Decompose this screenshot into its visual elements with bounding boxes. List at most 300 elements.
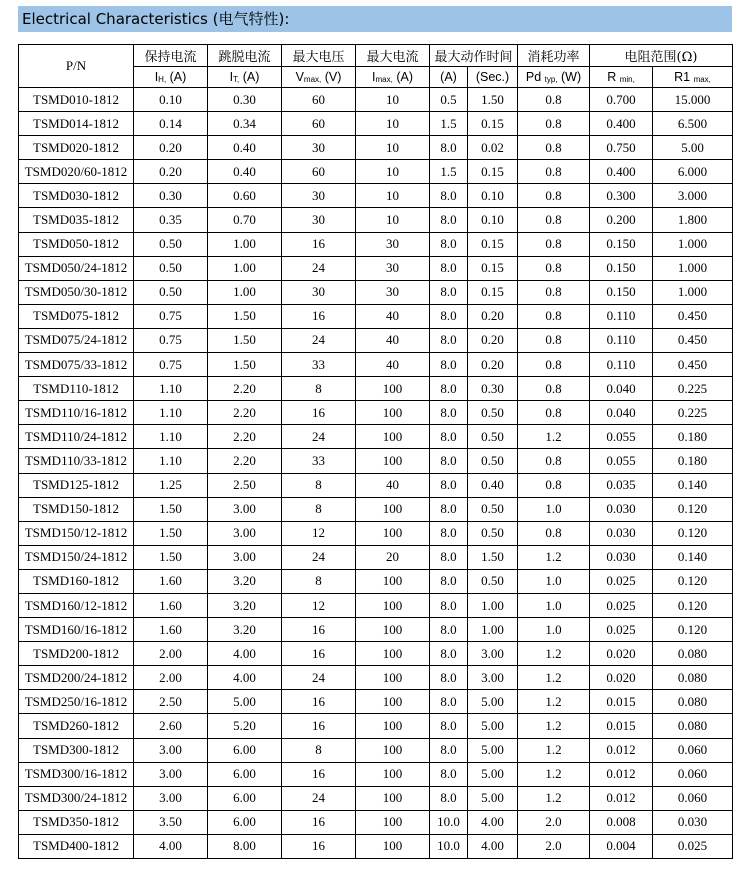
unit-pd: Pd typ, (W) — [518, 67, 590, 88]
cell-trip-current: 4.00 — [208, 642, 282, 666]
cell-trip-time-seconds: 0.50 — [468, 521, 518, 545]
cell-resistance-min: 0.110 — [590, 328, 653, 352]
cell-resistance-min: 0.055 — [590, 425, 653, 449]
table-row — [19, 88, 733, 112]
cell-max-voltage: 24 — [282, 328, 356, 352]
table-row — [19, 112, 733, 136]
cell-trip-time-seconds: 0.20 — [468, 353, 518, 377]
cell-resistance-r1-max: 0.225 — [653, 401, 733, 425]
cell-part-number: TSMD020/60-1812 — [19, 160, 134, 184]
cell-resistance-r1-max: 0.120 — [653, 521, 733, 545]
table-row — [19, 280, 733, 304]
cell-hold-current: 1.10 — [134, 401, 208, 425]
cell-max-current: 100 — [356, 425, 430, 449]
cell-trip-time-current: 10.0 — [430, 810, 468, 834]
cell-trip-current: 0.34 — [208, 112, 282, 136]
table-row — [19, 425, 733, 449]
cell-trip-current: 3.20 — [208, 593, 282, 617]
cell-trip-time-seconds: 0.15 — [468, 232, 518, 256]
cell-max-current: 100 — [356, 642, 430, 666]
cell-max-current: 20 — [356, 545, 430, 569]
cell-trip-current: 3.20 — [208, 569, 282, 593]
cell-max-voltage: 16 — [282, 642, 356, 666]
cell-trip-time-seconds: 0.10 — [468, 184, 518, 208]
cell-part-number: TSMD110/16-1812 — [19, 401, 134, 425]
cell-trip-time-current: 1.5 — [430, 160, 468, 184]
cell-trip-time-seconds: 0.50 — [468, 497, 518, 521]
cell-trip-time-seconds: 5.00 — [468, 786, 518, 810]
cell-resistance-min: 0.025 — [590, 569, 653, 593]
cell-trip-time-current: 8.0 — [430, 256, 468, 280]
cell-trip-time-current: 8.0 — [430, 666, 468, 690]
cell-hold-current: 0.50 — [134, 232, 208, 256]
cell-trip-time-current: 8.0 — [430, 497, 468, 521]
cell-part-number: TSMD075-1812 — [19, 304, 134, 328]
cell-trip-time-current: 8.0 — [430, 593, 468, 617]
cell-resistance-min: 0.700 — [590, 88, 653, 112]
cell-max-current: 100 — [356, 449, 430, 473]
cell-trip-time-seconds: 0.50 — [468, 449, 518, 473]
cell-part-number: TSMD125-1812 — [19, 473, 134, 497]
table-row — [19, 666, 733, 690]
cell-part-number: TSMD200-1812 — [19, 642, 134, 666]
cell-power-dissipation: 1.2 — [518, 425, 590, 449]
cell-power-dissipation: 0.8 — [518, 449, 590, 473]
cell-power-dissipation: 0.8 — [518, 256, 590, 280]
cell-max-voltage: 60 — [282, 160, 356, 184]
cell-resistance-min: 0.030 — [590, 521, 653, 545]
cell-hold-current: 0.20 — [134, 160, 208, 184]
cell-resistance-r1-max: 0.180 — [653, 449, 733, 473]
cell-trip-time-seconds: 5.00 — [468, 690, 518, 714]
cell-trip-time-seconds: 0.20 — [468, 328, 518, 352]
cell-power-dissipation: 0.8 — [518, 304, 590, 328]
cell-part-number: TSMD160/12-1812 — [19, 593, 134, 617]
cell-trip-time-current: 8.0 — [430, 473, 468, 497]
cell-trip-current: 1.50 — [208, 304, 282, 328]
cell-trip-time-seconds: 5.00 — [468, 714, 518, 738]
cell-max-voltage: 30 — [282, 136, 356, 160]
table-row — [19, 304, 733, 328]
cell-trip-time-current: 8.0 — [430, 762, 468, 786]
cell-trip-current: 3.00 — [208, 521, 282, 545]
cell-hold-current: 2.00 — [134, 666, 208, 690]
cell-max-voltage: 16 — [282, 810, 356, 834]
cell-trip-time-seconds: 1.00 — [468, 593, 518, 617]
cell-part-number: TSMD150/12-1812 — [19, 521, 134, 545]
cell-max-current: 100 — [356, 497, 430, 521]
cell-trip-time-seconds: 0.40 — [468, 473, 518, 497]
cell-hold-current: 0.30 — [134, 184, 208, 208]
cell-hold-current: 1.60 — [134, 618, 208, 642]
electrical-characteristics-table — [18, 44, 733, 859]
cell-part-number: TSMD010-1812 — [19, 88, 134, 112]
cell-resistance-min: 0.150 — [590, 232, 653, 256]
cell-resistance-min: 0.015 — [590, 690, 653, 714]
cell-power-dissipation: 1.2 — [518, 642, 590, 666]
cell-max-current: 10 — [356, 208, 430, 232]
cell-resistance-r1-max: 0.120 — [653, 593, 733, 617]
table-row — [19, 136, 733, 160]
cell-resistance-min: 0.300 — [590, 184, 653, 208]
cell-trip-current: 5.00 — [208, 690, 282, 714]
cell-part-number: TSMD200/24-1812 — [19, 666, 134, 690]
cell-trip-time-current: 8.0 — [430, 280, 468, 304]
cell-trip-time-seconds: 3.00 — [468, 642, 518, 666]
cell-power-dissipation: 1.0 — [518, 593, 590, 617]
cell-power-dissipation: 2.0 — [518, 810, 590, 834]
cell-power-dissipation: 0.8 — [518, 328, 590, 352]
cell-power-dissipation: 0.8 — [518, 521, 590, 545]
header-pn: P/N — [19, 45, 134, 88]
cell-resistance-r1-max: 0.450 — [653, 304, 733, 328]
cell-hold-current: 4.00 — [134, 834, 208, 858]
cell-max-voltage: 8 — [282, 473, 356, 497]
table-row — [19, 593, 733, 617]
cell-power-dissipation: 0.8 — [518, 136, 590, 160]
header-resistance-range: 电阻范围(Ω) — [590, 45, 733, 67]
cell-max-voltage: 60 — [282, 88, 356, 112]
cell-trip-current: 8.00 — [208, 834, 282, 858]
cell-resistance-min: 0.015 — [590, 714, 653, 738]
cell-max-current: 100 — [356, 521, 430, 545]
cell-hold-current: 3.50 — [134, 810, 208, 834]
cell-max-current: 100 — [356, 810, 430, 834]
cell-resistance-min: 0.004 — [590, 834, 653, 858]
cell-trip-current: 2.20 — [208, 449, 282, 473]
cell-power-dissipation: 1.0 — [518, 618, 590, 642]
cell-resistance-min: 0.025 — [590, 618, 653, 642]
cell-trip-current: 6.00 — [208, 738, 282, 762]
table-row — [19, 232, 733, 256]
cell-resistance-r1-max: 0.450 — [653, 328, 733, 352]
cell-power-dissipation: 0.8 — [518, 208, 590, 232]
cell-max-current: 100 — [356, 377, 430, 401]
cell-trip-time-seconds: 4.00 — [468, 810, 518, 834]
cell-hold-current: 2.50 — [134, 690, 208, 714]
cell-max-voltage: 16 — [282, 690, 356, 714]
cell-max-voltage: 16 — [282, 232, 356, 256]
cell-resistance-r1-max: 1.000 — [653, 280, 733, 304]
header-max-trip-time: 最大动作时间 — [430, 45, 518, 67]
unit-time-seconds: (Sec.) — [468, 67, 518, 88]
cell-part-number: TSMD075/24-1812 — [19, 328, 134, 352]
cell-power-dissipation: 1.0 — [518, 569, 590, 593]
cell-trip-time-current: 8.0 — [430, 208, 468, 232]
cell-trip-current: 0.70 — [208, 208, 282, 232]
cell-max-voltage: 60 — [282, 112, 356, 136]
cell-max-current: 100 — [356, 690, 430, 714]
unit-imax: Imax, (A) — [356, 67, 430, 88]
cell-resistance-r1-max: 0.140 — [653, 545, 733, 569]
cell-part-number: TSMD160/16-1812 — [19, 618, 134, 642]
cell-max-voltage: 24 — [282, 256, 356, 280]
cell-part-number: TSMD014-1812 — [19, 112, 134, 136]
cell-resistance-r1-max: 0.060 — [653, 738, 733, 762]
cell-part-number: TSMD030-1812 — [19, 184, 134, 208]
cell-trip-current: 2.20 — [208, 425, 282, 449]
cell-part-number: TSMD020-1812 — [19, 136, 134, 160]
cell-trip-time-current: 8.0 — [430, 232, 468, 256]
cell-max-current: 100 — [356, 401, 430, 425]
cell-max-voltage: 8 — [282, 497, 356, 521]
cell-hold-current: 2.00 — [134, 642, 208, 666]
cell-max-current: 40 — [356, 353, 430, 377]
cell-trip-time-current: 8.0 — [430, 328, 468, 352]
unit-it: IT, (A) — [208, 67, 282, 88]
cell-trip-time-seconds: 0.10 — [468, 208, 518, 232]
cell-trip-time-seconds: 1.50 — [468, 545, 518, 569]
table-row — [19, 328, 733, 352]
header-max-voltage: 最大电压 — [282, 45, 356, 67]
cell-part-number: TSMD400-1812 — [19, 834, 134, 858]
cell-trip-time-current: 8.0 — [430, 786, 468, 810]
cell-resistance-min: 0.040 — [590, 401, 653, 425]
cell-resistance-r1-max: 0.120 — [653, 497, 733, 521]
cell-max-current: 40 — [356, 328, 430, 352]
cell-trip-time-seconds: 1.50 — [468, 88, 518, 112]
cell-resistance-min: 0.012 — [590, 786, 653, 810]
cell-trip-current: 2.50 — [208, 473, 282, 497]
cell-power-dissipation: 0.8 — [518, 112, 590, 136]
cell-trip-time-current: 8.0 — [430, 136, 468, 160]
cell-trip-time-current: 10.0 — [430, 834, 468, 858]
cell-resistance-min: 0.055 — [590, 449, 653, 473]
cell-max-current: 30 — [356, 280, 430, 304]
cell-resistance-r1-max: 0.120 — [653, 618, 733, 642]
cell-resistance-min: 0.200 — [590, 208, 653, 232]
cell-hold-current: 1.50 — [134, 521, 208, 545]
cell-resistance-r1-max: 15.000 — [653, 88, 733, 112]
cell-resistance-min: 0.012 — [590, 762, 653, 786]
table-row — [19, 786, 733, 810]
cell-max-current: 100 — [356, 786, 430, 810]
cell-power-dissipation: 0.8 — [518, 160, 590, 184]
cell-trip-time-seconds: 1.00 — [468, 618, 518, 642]
cell-resistance-min: 0.400 — [590, 112, 653, 136]
table-body — [19, 88, 733, 859]
table-row — [19, 642, 733, 666]
cell-trip-time-seconds: 0.50 — [468, 569, 518, 593]
cell-power-dissipation: 1.2 — [518, 786, 590, 810]
cell-max-current: 30 — [356, 256, 430, 280]
cell-trip-time-seconds: 3.00 — [468, 666, 518, 690]
cell-trip-current: 1.50 — [208, 353, 282, 377]
table-row — [19, 377, 733, 401]
cell-trip-current: 0.30 — [208, 88, 282, 112]
cell-power-dissipation: 0.8 — [518, 232, 590, 256]
cell-trip-time-current: 8.0 — [430, 690, 468, 714]
cell-max-voltage: 30 — [282, 184, 356, 208]
cell-trip-time-seconds: 0.50 — [468, 425, 518, 449]
cell-hold-current: 3.00 — [134, 786, 208, 810]
table-row — [19, 762, 733, 786]
cell-max-current: 40 — [356, 473, 430, 497]
cell-power-dissipation: 2.0 — [518, 834, 590, 858]
cell-resistance-r1-max: 0.120 — [653, 569, 733, 593]
cell-max-current: 100 — [356, 618, 430, 642]
table-row — [19, 353, 733, 377]
cell-max-current: 30 — [356, 232, 430, 256]
cell-power-dissipation: 0.8 — [518, 88, 590, 112]
table-row — [19, 618, 733, 642]
cell-trip-time-current: 8.0 — [430, 377, 468, 401]
cell-resistance-r1-max: 0.080 — [653, 642, 733, 666]
cell-power-dissipation: 1.2 — [518, 690, 590, 714]
cell-trip-time-seconds: 0.15 — [468, 256, 518, 280]
cell-part-number: TSMD050/30-1812 — [19, 280, 134, 304]
cell-max-voltage: 12 — [282, 521, 356, 545]
cell-hold-current: 0.75 — [134, 353, 208, 377]
cell-max-voltage: 16 — [282, 618, 356, 642]
cell-resistance-min: 0.008 — [590, 810, 653, 834]
cell-trip-time-seconds: 0.02 — [468, 136, 518, 160]
cell-trip-current: 0.60 — [208, 184, 282, 208]
section-title: Electrical Characteristics (电气特性): — [18, 6, 732, 32]
cell-part-number: TSMD160-1812 — [19, 569, 134, 593]
cell-resistance-r1-max: 1.800 — [653, 208, 733, 232]
unit-time-current: (A) — [430, 67, 468, 88]
cell-part-number: TSMD110/33-1812 — [19, 449, 134, 473]
cell-max-current: 100 — [356, 714, 430, 738]
cell-resistance-r1-max: 0.030 — [653, 810, 733, 834]
cell-trip-time-current: 8.0 — [430, 425, 468, 449]
header-hold-current: 保持电流 — [134, 45, 208, 67]
cell-power-dissipation: 1.2 — [518, 738, 590, 762]
table-row — [19, 738, 733, 762]
cell-power-dissipation: 1.2 — [518, 666, 590, 690]
cell-trip-time-current: 8.0 — [430, 184, 468, 208]
cell-trip-time-seconds: 0.20 — [468, 304, 518, 328]
cell-max-current: 10 — [356, 136, 430, 160]
cell-power-dissipation: 1.2 — [518, 762, 590, 786]
cell-resistance-min: 0.030 — [590, 545, 653, 569]
cell-max-current: 100 — [356, 666, 430, 690]
cell-max-voltage: 30 — [282, 208, 356, 232]
cell-trip-time-current: 8.0 — [430, 714, 468, 738]
cell-resistance-r1-max: 0.140 — [653, 473, 733, 497]
cell-hold-current: 0.10 — [134, 88, 208, 112]
cell-part-number: TSMD260-1812 — [19, 714, 134, 738]
cell-max-voltage: 16 — [282, 714, 356, 738]
cell-part-number: TSMD035-1812 — [19, 208, 134, 232]
cell-max-current: 40 — [356, 304, 430, 328]
table-row — [19, 834, 733, 858]
cell-hold-current: 0.35 — [134, 208, 208, 232]
table-row — [19, 184, 733, 208]
cell-part-number: TSMD350-1812 — [19, 810, 134, 834]
cell-hold-current: 0.75 — [134, 304, 208, 328]
cell-max-voltage: 16 — [282, 304, 356, 328]
cell-hold-current: 1.10 — [134, 449, 208, 473]
cell-power-dissipation: 0.8 — [518, 280, 590, 304]
cell-hold-current: 1.10 — [134, 425, 208, 449]
cell-resistance-min: 0.035 — [590, 473, 653, 497]
cell-part-number: TSMD110-1812 — [19, 377, 134, 401]
cell-trip-current: 6.00 — [208, 762, 282, 786]
table-row — [19, 160, 733, 184]
cell-max-current: 100 — [356, 738, 430, 762]
cell-part-number: TSMD110/24-1812 — [19, 425, 134, 449]
cell-trip-time-current: 8.0 — [430, 449, 468, 473]
cell-resistance-r1-max: 0.450 — [653, 353, 733, 377]
cell-trip-time-current: 8.0 — [430, 642, 468, 666]
cell-max-current: 10 — [356, 160, 430, 184]
cell-resistance-r1-max: 0.080 — [653, 666, 733, 690]
cell-part-number: TSMD050/24-1812 — [19, 256, 134, 280]
cell-max-current: 10 — [356, 184, 430, 208]
cell-trip-time-seconds: 5.00 — [468, 762, 518, 786]
table-row — [19, 256, 733, 280]
cell-part-number: TSMD300-1812 — [19, 738, 134, 762]
unit-ih: IH, (A) — [134, 67, 208, 88]
cell-resistance-min: 0.150 — [590, 280, 653, 304]
cell-hold-current: 0.75 — [134, 328, 208, 352]
cell-resistance-min: 0.012 — [590, 738, 653, 762]
cell-hold-current: 0.14 — [134, 112, 208, 136]
table-row — [19, 449, 733, 473]
cell-resistance-min: 0.025 — [590, 593, 653, 617]
cell-power-dissipation: 0.8 — [518, 473, 590, 497]
cell-trip-current: 2.20 — [208, 401, 282, 425]
cell-max-voltage: 33 — [282, 353, 356, 377]
cell-max-voltage: 16 — [282, 834, 356, 858]
table-row — [19, 521, 733, 545]
cell-trip-time-seconds: 0.15 — [468, 160, 518, 184]
cell-trip-current: 6.00 — [208, 786, 282, 810]
cell-trip-current: 4.00 — [208, 666, 282, 690]
cell-resistance-r1-max: 0.060 — [653, 786, 733, 810]
cell-max-voltage: 16 — [282, 762, 356, 786]
cell-max-current: 10 — [356, 112, 430, 136]
cell-max-voltage: 8 — [282, 569, 356, 593]
cell-part-number: TSMD250/16-1812 — [19, 690, 134, 714]
cell-trip-time-current: 8.0 — [430, 521, 468, 545]
cell-trip-time-seconds: 0.30 — [468, 377, 518, 401]
cell-trip-time-current: 8.0 — [430, 545, 468, 569]
cell-hold-current: 1.60 — [134, 569, 208, 593]
cell-hold-current: 1.50 — [134, 545, 208, 569]
cell-resistance-r1-max: 6.500 — [653, 112, 733, 136]
cell-trip-current: 0.40 — [208, 160, 282, 184]
cell-trip-time-seconds: 0.15 — [468, 280, 518, 304]
table-row — [19, 401, 733, 425]
table-row — [19, 473, 733, 497]
unit-vmax: Vmax, (V) — [282, 67, 356, 88]
header-row-groups — [19, 45, 733, 67]
cell-resistance-min: 0.020 — [590, 642, 653, 666]
unit-r1max: R1 max, — [653, 67, 733, 88]
cell-hold-current: 0.50 — [134, 256, 208, 280]
header-trip-current: 跳脱电流 — [208, 45, 282, 67]
cell-max-voltage: 24 — [282, 425, 356, 449]
cell-resistance-r1-max: 5.00 — [653, 136, 733, 160]
cell-max-voltage: 24 — [282, 786, 356, 810]
cell-trip-current: 6.00 — [208, 810, 282, 834]
cell-trip-time-current: 8.0 — [430, 618, 468, 642]
cell-power-dissipation: 0.8 — [518, 401, 590, 425]
header-power-dissipation: 消耗功率 — [518, 45, 590, 67]
cell-power-dissipation: 0.8 — [518, 377, 590, 401]
cell-part-number: TSMD150-1812 — [19, 497, 134, 521]
cell-hold-current: 2.60 — [134, 714, 208, 738]
cell-resistance-r1-max: 0.080 — [653, 714, 733, 738]
cell-max-current: 100 — [356, 569, 430, 593]
cell-power-dissipation: 1.2 — [518, 545, 590, 569]
cell-resistance-min: 0.750 — [590, 136, 653, 160]
table-row — [19, 497, 733, 521]
cell-resistance-min: 0.110 — [590, 304, 653, 328]
